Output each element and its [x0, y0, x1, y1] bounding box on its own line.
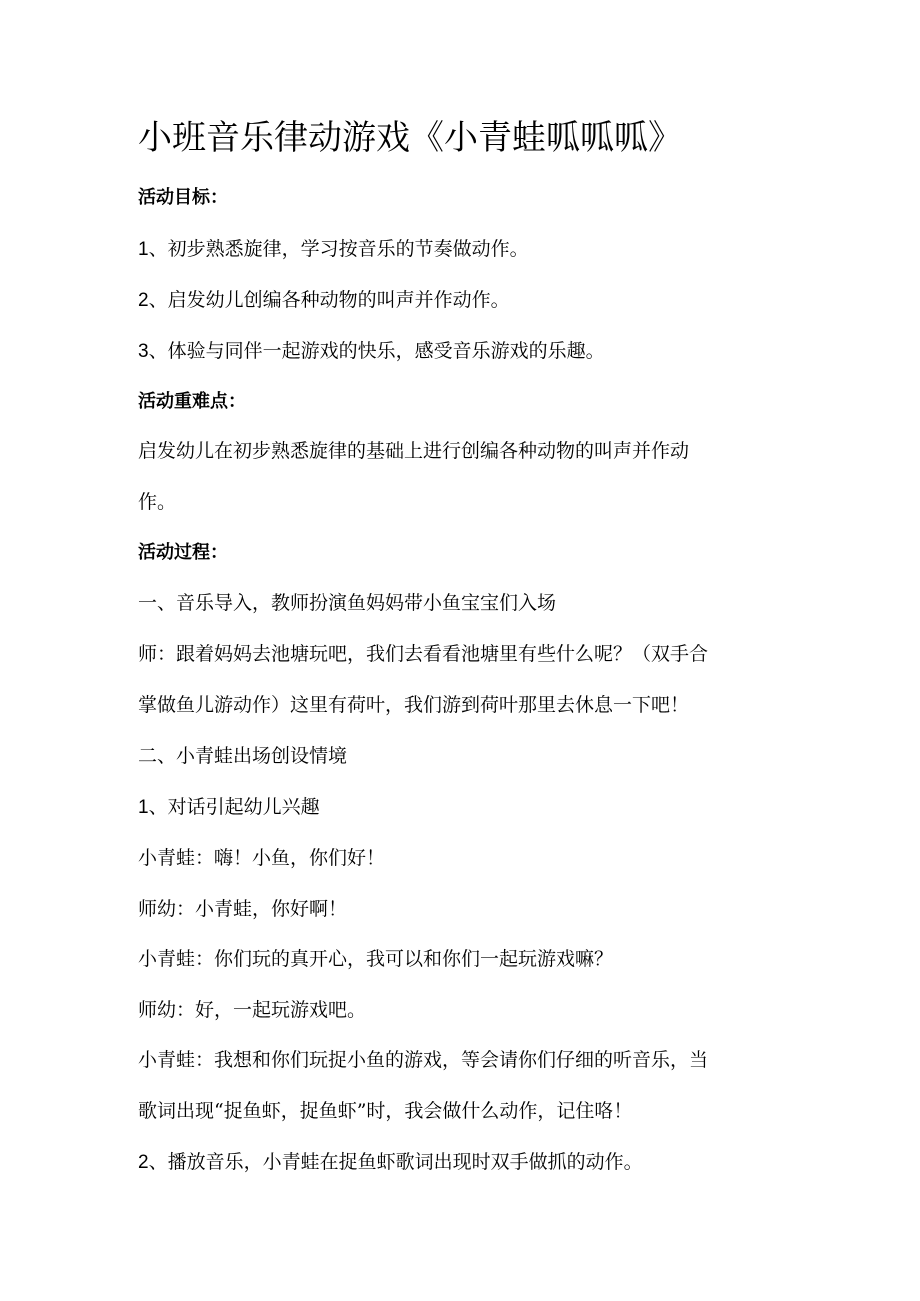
dialogue-line-2: 师幼：小青蛙，你好啊！ [138, 898, 348, 920]
page-title: 小班音乐律动游戏《小青蛙呱呱呱》 [138, 118, 682, 158]
goal-number: 3 [138, 341, 149, 362]
goal-item-2 [138, 286, 510, 315]
goals-heading: 活动目标： [138, 187, 228, 208]
part1-line-1: 师：跟着妈妈去池塘玩吧，我们去看看池塘里有些什么呢？（双手合 [138, 643, 709, 665]
part2-title: 二、小青蛙出场创设情境 [138, 745, 348, 767]
part1-title: 一、音乐导入，教师扮演鱼妈妈带小鱼宝宝们入场 [138, 592, 557, 614]
process-heading: 活动过程： [138, 542, 228, 563]
keypoints-heading: 活动重难点： [138, 391, 246, 412]
keypoints-line-1: 启发幼儿在初步熟悉旋律的基础上进行创编各种动物的叫声并作动 [138, 440, 690, 462]
step-number: 1 [138, 797, 149, 818]
dialogue-line-6: 歌词出现“捉鱼虾，捉鱼虾”时，我会做什么动作，记住咯！ [138, 1100, 633, 1122]
step-text: 、对话引起幼儿兴趣 [148, 796, 320, 818]
step-2 [138, 1148, 643, 1177]
keypoints-line-2: 作。 [138, 491, 177, 513]
goal-item-1 [138, 235, 529, 264]
dialogue-line-1: 小青蛙：嗨！小鱼，你们好！ [138, 847, 386, 869]
goal-number: 2 [138, 290, 149, 311]
step-text: 、播放音乐，小青蛙在捉鱼虾歌词出现时双手做抓的动作。 [148, 1151, 643, 1173]
goal-text: 、初步熟悉旋律，学习按音乐的节奏做动作。 [148, 238, 529, 260]
goal-number: 1 [138, 239, 149, 260]
dialogue-line-4: 师幼：好，一起玩游戏吧。 [138, 999, 367, 1021]
dialogue-line-3: 小青蛙：你们玩的真开心，我可以和你们一起玩游戏嘛？ [138, 948, 614, 970]
dialogue-line-5: 小青蛙：我想和你们玩捉小鱼的游戏，等会请你们仔细的听音乐，当 [138, 1049, 709, 1071]
part1-line-2: 掌做鱼儿游动作）这里有荷叶，我们游到荷叶那里去休息一下吧！ [138, 694, 690, 716]
goal-text: 、启发幼儿创编各种动物的叫声并作动作。 [148, 289, 510, 311]
step-1 [138, 793, 320, 822]
goal-text: 、体验与同伴一起游戏的快乐，感受音乐游戏的乐趣。 [148, 340, 605, 362]
step-number: 2 [138, 1152, 149, 1173]
goal-item-3 [138, 337, 605, 366]
